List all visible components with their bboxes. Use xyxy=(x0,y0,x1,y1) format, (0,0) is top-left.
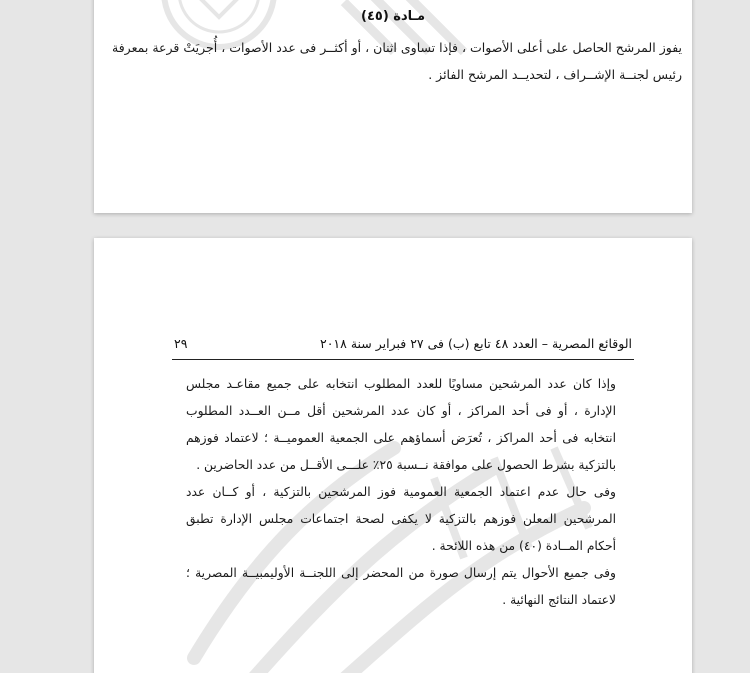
article-paragraph: وإذا كان عدد المرشحين مساويًا للعدد المطلوب انتخابه على جميع مقاعـد مجلس الإدارة ، أو فى أحد المراكز ، أو كان عدد المرشحين أقل مــن العــدد المطلوب انتخابه فى أحد المراكز ، تُعرَض أسماؤهم على الجمعية العموميــة ؛ لاعتماد فوزهم بالتزكية بشرط الحصول على موافقة نــسبة ٢٥٪ علـــى الأقــل من عدد الحاضرين . xyxy=(186,377,616,472)
article-paragraph: وفى حال عدم اعتماد الجمعية العمومية فوز المرشحين بالتزكية ، أو كــان عدد المرشحين المعلن فوزهم بالتزكية لا يكفى لصحة اجتماعات مجلس الإدارة تطبق أحكام المــادة (٤٠) من هذه اللائحة . xyxy=(186,485,616,553)
document-page xyxy=(94,0,692,213)
gazette-header: الوقائع المصرية – العدد ٤٨ تابع (ب) فى ٢٧ فبراير سنة ٢٠١٨ xyxy=(319,336,632,351)
body-text xyxy=(186,371,616,614)
article-paragraph: وفى جميع الأحوال يتم إرسال صورة من المحضر إلى اللجنــة الأوليمبيــة المصرية ؛ لاعتماد النتائج النهائية . xyxy=(186,566,616,607)
header-divider xyxy=(172,359,634,360)
article-title: مـادة (٤٥) xyxy=(360,9,425,24)
article-paragraph: يفوز المرشح الحاصل على أعلى الأصوات ، فإذا تساوى اثنان ، أو أكثــر فى عدد الأصوات ، أُجريَتْ قرعة بمعرفة رئيس لجنــة الإشــراف ، لتحديــد المرشح الفائز . xyxy=(112,40,682,82)
document-page xyxy=(94,238,692,673)
page-number: ٢٩ xyxy=(174,336,188,351)
